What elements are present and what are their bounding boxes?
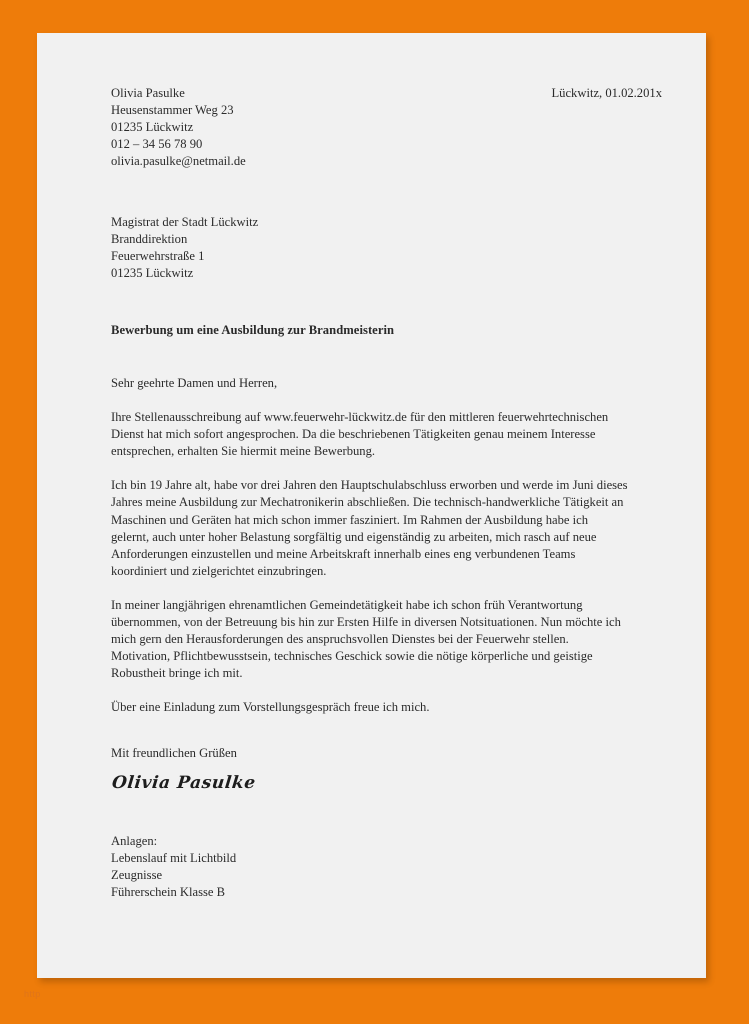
recipient-line-city: 01235 Lückwitz [111, 266, 194, 281]
recipient-line-street: Feuerwehrstraße 1 [111, 249, 205, 264]
sender-line-name: Olivia Pasulke [111, 86, 185, 100]
recipient-line-organisation: Magistrat der Stadt Lückwitz [111, 215, 259, 229]
salutation: Sehr geehrte Damen und Herren, [111, 376, 278, 390]
enclosure-item-1: Lebenslauf mit Lichtbild [111, 851, 237, 866]
letter-sheet [37, 33, 706, 978]
sender-address-block [111, 85, 246, 170]
handwritten-signature: Olivia Pasulke [110, 773, 257, 793]
sender-line-street: Heusenstammer Weg 23 [111, 103, 234, 118]
closing-formula: Mit freundlichen Grüßen [111, 746, 237, 760]
watermark-text: http [24, 989, 41, 999]
enclosure-item-3: Führerschein Klasse B [111, 885, 226, 900]
body-paragraph-4: Über eine Einladung zum Vorstellungsgespräch freue ich mich. [111, 700, 430, 715]
letter-page [37, 33, 706, 978]
body-paragraph-3: In meiner langjährigen ehrenamtlichen Gemeindetätigkeit habe ich schon früh Verantwortung übernommen, von der Betreuung bis hin zur Ersten Hilfe in diversen Notsituationen. Nun möchte ich mich gern den Herausforderungen des anspruchsvollen Dienstes bei der Feuerwehr stellen. Motivation, Pflichtbewusstsein, technisches Geschick sowie die nötige körperliche und geistige Robustheit bringe ich mit. [111, 597, 621, 681]
sender-line-city: 01235 Lückwitz [111, 120, 194, 135]
enclosure-item-2: Zeugnisse [111, 868, 163, 883]
enclosures-heading: Anlagen: [111, 834, 158, 848]
subject-line: Bewerbung um eine Ausbildung zur Brandmeisterin [111, 323, 395, 337]
recipient-line-department: Branddirektion [111, 232, 188, 247]
recipient-address-block [111, 214, 258, 282]
body-paragraph-1: Ihre Stellenausschreibung auf www.feuerwehr-lückwitz.de für den mittleren feuerwehrtechnischen Dienst hat mich sofort angesprochen. Da die beschriebenen Tätigkeiten genau meinem Interesse entsprechen, erhalten Sie hiermit meine Bewerbung. [111, 410, 609, 459]
enclosures-block [111, 833, 236, 901]
sender-line-email: olivia.pasulke@netmail.de [111, 154, 246, 169]
sender-line-phone: 012 – 34 56 78 90 [111, 137, 203, 152]
letter-body [111, 375, 629, 734]
place-and-date: Lückwitz, 01.02.201x [551, 86, 662, 100]
body-paragraph-2: Ich bin 19 Jahre alt, habe vor drei Jahren den Hauptschulabschluss erworben und werde im Juni dieses Jahres meine Ausbildung zur Mechatronikerin abschließen. Die technisch-handwerkliche Tätigkeit an Maschinen und Geräten hat mich schon immer fasziniert. Im Rahmen der Ausbildung habe ich gelernt, auch unter hoher Belastung sorgfältig und eigenständig zu arbeiten, mich rasch auf neue Anforderungen einzustellen und meine Arbeitskraft innerhalb eines eng verbundenen Teams koordiniert und zielgerichtet einzubringen. [111, 478, 628, 578]
